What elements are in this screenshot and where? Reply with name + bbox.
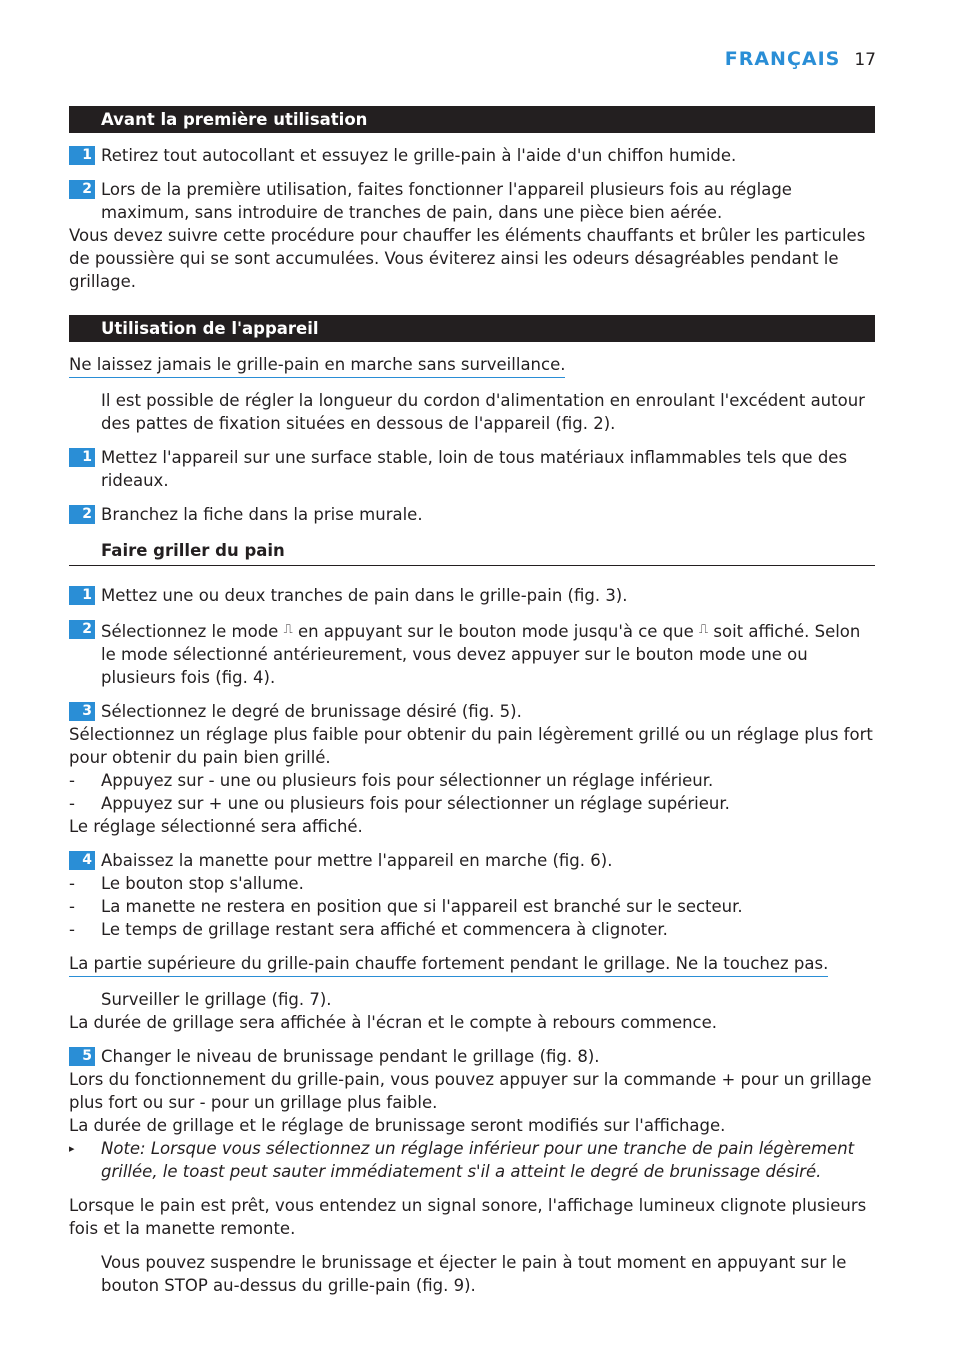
toast-step-4: [69, 849, 875, 872]
ready-explanation: Lorsque le pain est prêt, vous entendez un signal sonore, l'affichage lumineux clignote plusieurs fois et la manette remonte.: [69, 1196, 867, 1238]
step-text: [101, 618, 875, 689]
toast-step-5: [69, 1045, 875, 1068]
display-update: La durée de grillage et le réglage de brunissage seront modifiés sur l'affichage.: [69, 1116, 726, 1135]
step-text: Abaissez la manette pour mettre l'appareil en marche (fig. 6).: [101, 851, 613, 870]
step-text: Retirez tout autocollant et essuyez le grille-pain à l'aide d'un chiffon humide.: [101, 146, 737, 165]
step-text-part: soit affiché. Selon le mode sélectionné antérieurement, vous devez appuyer sur le bouton mode une ou plusieurs fois (fig. 4).: [101, 622, 861, 687]
dash-bullet: -: [69, 920, 75, 939]
warning-hot-surface: [69, 952, 875, 977]
dash-bullet: -: [69, 794, 75, 813]
step-text: Changer le niveau de brunissage pendant le grillage (fig. 8).: [101, 1047, 600, 1066]
step-number: 2: [69, 620, 95, 639]
setting-displayed: Le réglage sélectionné sera affiché.: [69, 817, 363, 836]
page-number: 17: [854, 50, 876, 70]
first-use-explanation: Vous devez suivre cette procédure pour chauffer les éléments chauffants et brûler les particules de poussière qui se sont accumulées. Vous éviterez ainsi les odeurs désagréables pendant le grillage.: [69, 226, 866, 291]
step-text-part: Sélectionnez le mode: [101, 622, 279, 641]
language-label: FRANÇAIS: [724, 48, 841, 70]
toast-mode-icon: ⎍: [699, 622, 709, 637]
subsection-title-toasting: Faire griller du pain: [69, 539, 875, 566]
note: [69, 1137, 875, 1183]
section-title-usage: Utilisation de l'appareil: [69, 315, 875, 342]
page-header: [725, 48, 876, 70]
step-text: Lors de la première utilisation, faites fonctionner l'appareil plusieurs fois au réglage maximum, sans introduire de tranches de pain, dans une pièce bien aérée.: [101, 180, 792, 222]
dash-item: [69, 769, 875, 792]
step-text: Sélectionnez le degré de brunissage désiré (fig. 5).: [101, 702, 522, 721]
dash-text: Le bouton stop s'allume.: [101, 874, 304, 893]
note-text: Note: Lorsque vous sélectionnez un réglage inférieur pour une tranche de pain légèrement grillée, le toast peut sauter immédiatement s'il a atteint le degré de brunissage désiré.: [101, 1139, 855, 1181]
toast-step-3: [69, 700, 875, 723]
dash-text: Le temps de grillage restant sera affiché et commencera à clignoter.: [101, 920, 668, 939]
warning-unattended: [69, 353, 875, 378]
browning-explanation: Sélectionnez un réglage plus faible pour obtenir du pain légèrement grillé ou un réglage plus fort pour obtenir du pain bien grillé.: [69, 725, 873, 767]
step-number: 1: [69, 586, 95, 605]
dash-bullet: -: [69, 874, 75, 893]
dash-item: [69, 792, 875, 815]
step-number: 4: [69, 851, 95, 870]
usage-step-2: [69, 503, 875, 526]
monitor-info: Surveiller le grillage (fig. 7).: [101, 990, 332, 1009]
step-text: Branchez la fiche dans la prise murale.: [101, 505, 423, 524]
section-title-first-use: Avant la première utilisation: [69, 106, 875, 133]
warning-text: Ne laissez jamais le grille-pain en marche sans surveillance.: [69, 353, 565, 378]
step-number: 1: [69, 448, 95, 467]
first-use-step-2: [69, 178, 875, 224]
toast-step-1: [69, 584, 875, 607]
note-arrow-icon: ▸: [69, 1142, 75, 1155]
dash-bullet: -: [69, 771, 75, 790]
dash-item: [69, 895, 875, 918]
adjust-explanation: Lors du fonctionnement du grille-pain, vous pouvez appuyer sur la commande + pour un grillage plus fort ou sur - pour un grillage plus faible.: [69, 1070, 872, 1112]
stop-info: Vous pouvez suspendre le brunissage et éjecter le pain à tout moment en appuyant sur le bouton STOP au-dessus du grille-pain (fig. 9).: [101, 1253, 847, 1295]
warning-text: La partie supérieure du grille-pain chauffe fortement pendant le grillage. Ne la touchez pas.: [69, 952, 828, 977]
first-use-step-1: [69, 144, 875, 167]
dash-item: [69, 872, 875, 895]
page-content: [69, 106, 875, 1297]
step-text-part: en appuyant sur le bouton mode jusqu'à ce que: [297, 622, 694, 641]
toast-mode-icon: ⎍: [283, 622, 293, 637]
cord-info: Il est possible de régler la longueur du cordon d'alimentation en enroulant l'excédent autour des pattes de fixation situées en dessous de l'appareil (fig. 2).: [101, 391, 865, 433]
step-number: 1: [69, 146, 95, 165]
countdown-explanation: La durée de grillage sera affichée à l'écran et le compte à rebours commence.: [69, 1013, 718, 1032]
step-number: 5: [69, 1047, 95, 1066]
step-text: Mettez l'appareil sur une surface stable, loin de tous matériaux inflammables tels que des rideaux.: [101, 448, 848, 490]
dash-item: [69, 918, 875, 941]
dash-text: Appuyez sur + une ou plusieurs fois pour sélectionner un réglage supérieur.: [101, 794, 730, 813]
dash-text: Appuyez sur - une ou plusieurs fois pour sélectionner un réglage inférieur.: [101, 771, 714, 790]
usage-step-1: [69, 446, 875, 492]
step-number: 2: [69, 505, 95, 524]
dash-bullet: -: [69, 897, 75, 916]
toast-step-2: [69, 618, 875, 689]
step-text: Mettez une ou deux tranches de pain dans le grille-pain (fig. 3).: [101, 586, 628, 605]
step-number: 2: [69, 180, 95, 199]
dash-text: La manette ne restera en position que si l'appareil est branché sur le secteur.: [101, 897, 743, 916]
step-number: 3: [69, 702, 95, 721]
